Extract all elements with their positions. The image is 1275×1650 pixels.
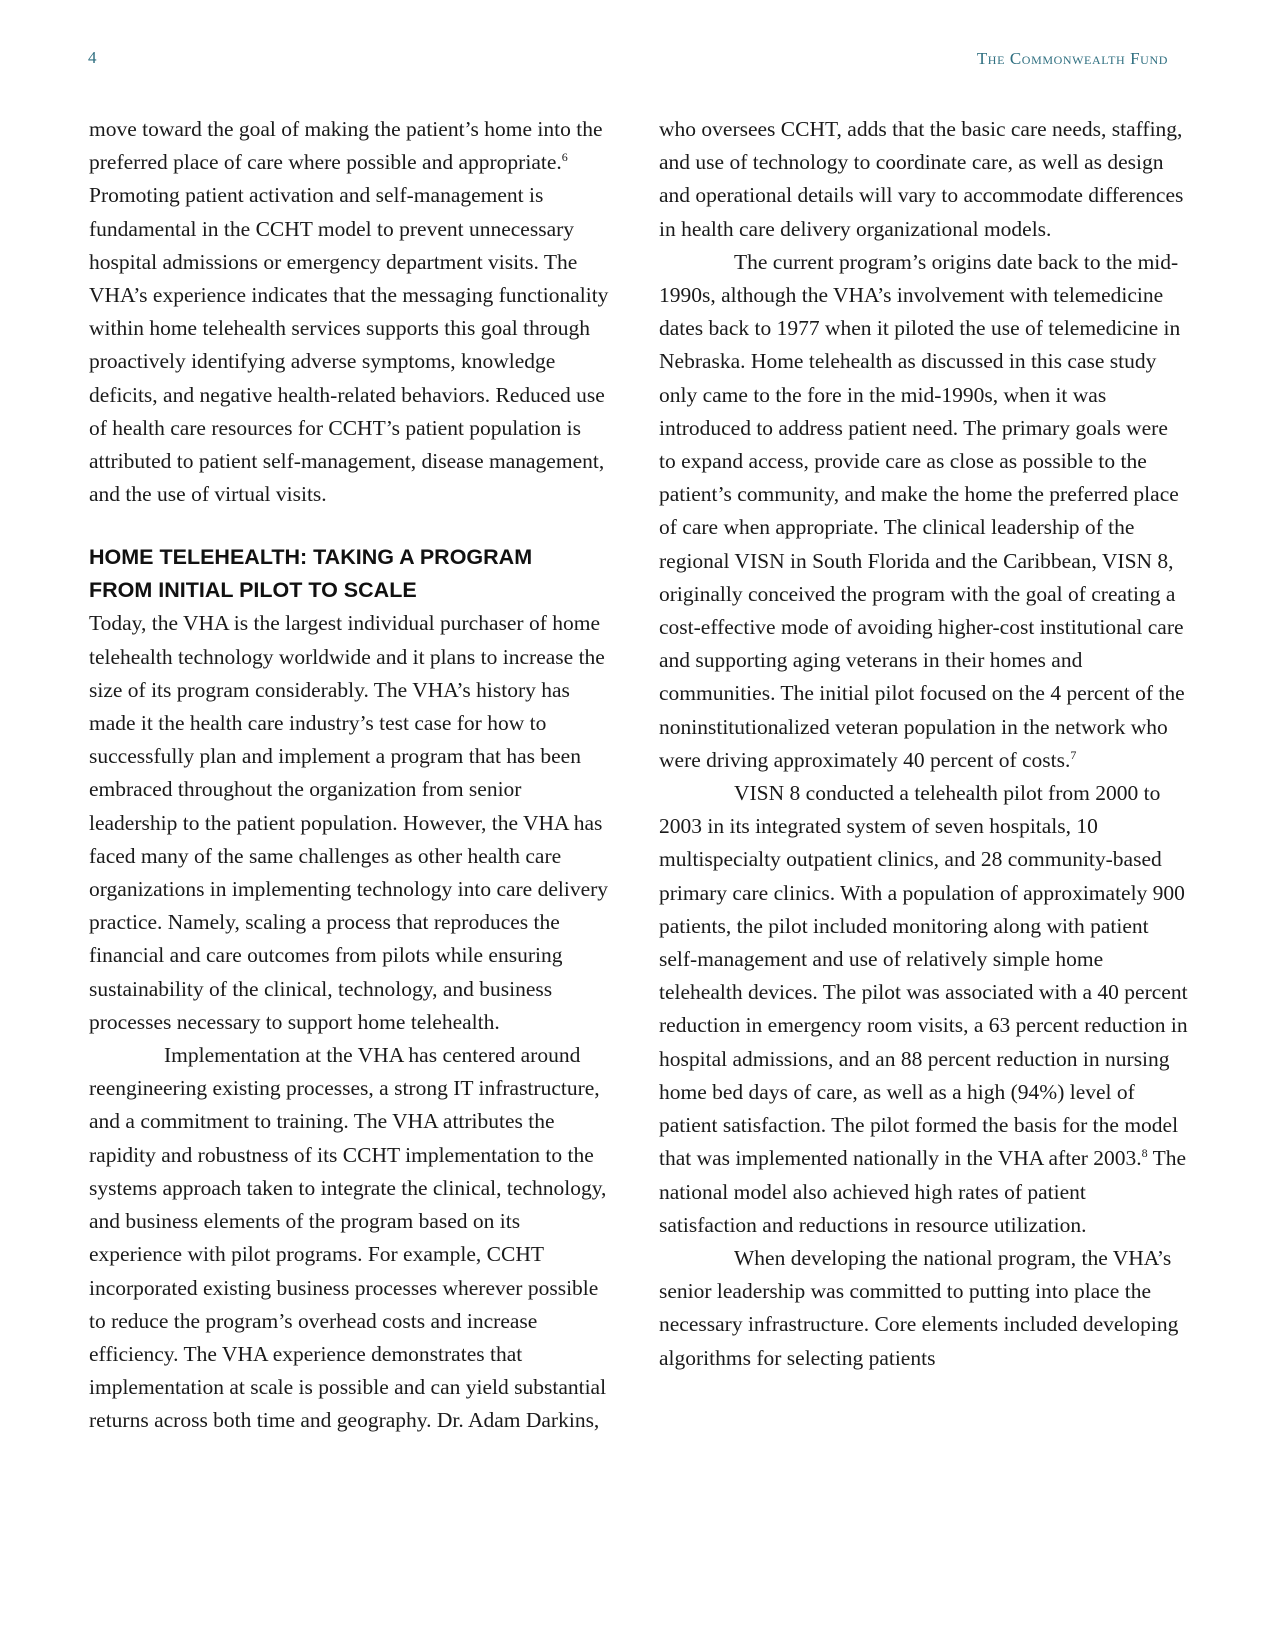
section-heading-line: HOME TELEHEALTH: TAKING A PROGRAM: [89, 545, 533, 570]
left-column: [89, 113, 609, 1438]
section-heading-line: FROM INITIAL PILOT TO SCALE: [89, 578, 417, 603]
paragraph: Implementation at the VHA has centered around reengineering existing processes, a strong IT infrastructure, and a commitment to training. The VHA attributes the rapidity and robustness of its CCHT implementation to the systems approach taken to integrate the clinical, technology, and business elements of the program based on its experience with pilot programs. For example, CCHT incorporated existing business processes wherever possible to reduce the program’s overhead costs and increase efficiency. The VHA experience demonstrates that implementation at scale is possible and can yield substantial returns across both time and geography. Dr. Adam Darkins,: [89, 1043, 607, 1433]
paragraph-text: The current program’s origins date back to the mid-1990s, although the VHA’s involvement with telemedicine dates back to 1977 when it piloted the use of telemedicine in Nebraska. Home telehealth as discussed in this case study only came to the fore in the mid-1990s, when it was introduced to address patient need. The primary goals were to expand access, provide care as close as possible to the patient’s community, and make the home the preferred place of care when appropriate. The clinical leadership of the regional VISN in South Florida and the Caribbean, VISN 8, originally conceived the program with the goal of creating a cost-effective mode of avoiding higher-cost institutional care and supporting aging veterans in their homes and communities. The initial pilot focused on the 4 percent of the noninstitutionalized veteran population in the network who were driving approximately 40 percent of costs.: [659, 249, 1185, 772]
paragraph: [659, 777, 1189, 1242]
right-column: [659, 113, 1189, 1375]
paragraph-text: Promoting patient activation and self-management is fundamental in the CCHT model to prevent unnecessary hospital admissions or emergency department visits. The VHA’s experience indicates that the messaging functionality within home telehealth services supports this goal through proactively identifying adverse symptoms, knowledge deficits, and negative health-related behaviors. Reduced use of health care resources for CCHT’s patient population is attributed to patient self-management, disease management, and the use of virtual visits.: [89, 183, 609, 507]
footnote-ref: 8: [1141, 1146, 1148, 1161]
paragraph-text: The national model also achieved high rates of patient satisfaction and reductions in resource utilization.: [659, 1146, 1187, 1237]
running-header-title: The Commonwealth Fund: [976, 49, 1168, 68]
footnote-ref: 6: [561, 150, 568, 165]
paragraph: [89, 113, 609, 511]
paragraph-text: VISN 8 conducted a telehealth pilot from 2000 to 2003 in its integrated system of seven hospitals, 10 multispecialty outpatient clinics, and 28 community-based primary care clinics. With a population of approximately 900 patients, the pilot included monitoring along with patient self-management and use of relatively simple home telehealth devices. The pilot was associated with a 40 percent reduction in emergency room visits, a 63 percent reduction in hospital admissions, and an 88 percent reduction in nursing home bed days of care, as well as a high (94%) level of patient satisfaction. The pilot formed the basis for the model that was implemented nationally in the VHA after 2003.: [659, 781, 1188, 1171]
paragraph: [659, 246, 1189, 777]
paragraph: who oversees CCHT, adds that the basic care needs, staffing, and use of technology to coordinate care, as well as design and operational details will vary to accommodate differences in health care delivery organizational models.: [659, 117, 1184, 241]
footnote-ref: 7: [1070, 747, 1077, 762]
section-heading: [89, 541, 609, 607]
paragraph: Today, the VHA is the largest individual purchaser of home telehealth technology worldwide and it plans to increase the size of its program considerably. The VHA’s history has made it the health care industry’s test case for how to successfully plan and implement a program that has been embraced throughout the organization from senior leadership to the patient population. However, the VHA has faced many of the same challenges as other health care organizations in implementing technology into care delivery practice. Namely, scaling a process that reproduces the financial and care outcomes from pilots while ensuring sustainability of the clinical, technology, and business processes necessary to support home telehealth.: [89, 611, 609, 1034]
page-number: 4: [88, 48, 97, 67]
paragraph: When developing the national program, the VHA’s senior leadership was committed to putting into place the necessary infrastructure. Core elements included developing algorithms for selecting patients: [659, 1245, 1179, 1370]
paragraph-text: move toward the goal of making the patient’s home into the preferred place of care where possible and appropriate.: [89, 117, 603, 175]
